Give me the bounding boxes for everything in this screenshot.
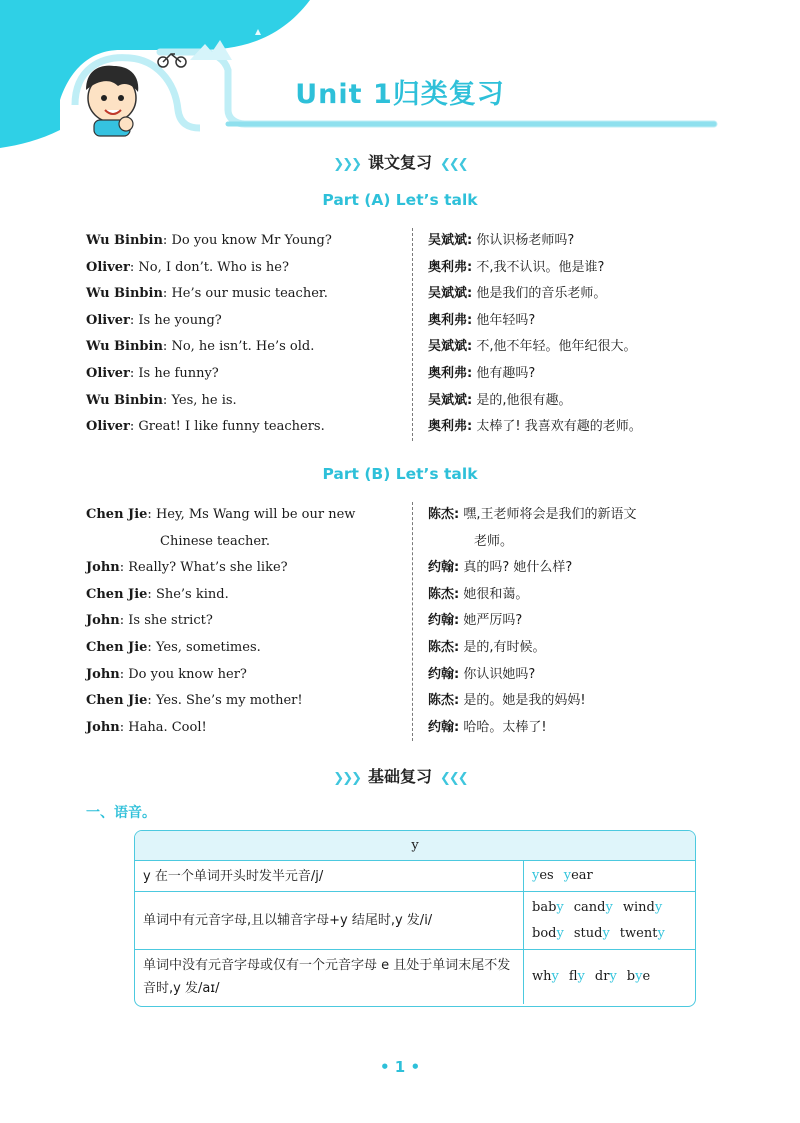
section-heading-basic-review xyxy=(0,764,800,787)
example-word xyxy=(532,863,554,889)
highlight-letter: y xyxy=(563,868,572,883)
section-heading-text-review xyxy=(0,150,800,173)
english-line: Haha. Cool! xyxy=(128,719,207,735)
dialog-line: John: Haha. Cool! 约翰: 哈哈。太棒了! xyxy=(86,719,547,735)
dialog-line: Chen Jie: Yes, sometimes. 陈杰: 是的,有时候。 xyxy=(86,639,546,655)
word-part: wh xyxy=(532,969,552,984)
highlight-letter: y xyxy=(609,969,617,984)
highlight-letter: y xyxy=(551,969,559,984)
english-line: She’s kind. xyxy=(155,586,229,602)
speaker-name: John xyxy=(86,666,120,682)
dashed-divider xyxy=(412,502,413,741)
part-b-dialog xyxy=(86,502,706,741)
example-word xyxy=(532,921,564,947)
right-arrows-icon: ❯❯❯ xyxy=(333,771,360,786)
rule-description: y 在一个单词开头时发半元音/j/ xyxy=(135,861,524,891)
chinese-line: 你认识杨老师吗? xyxy=(476,233,575,248)
english-line: Chinese teacher. xyxy=(160,533,270,549)
chinese-line: 嘿,王老师将会是我们的新语文 xyxy=(463,507,637,522)
example-line xyxy=(532,863,687,889)
question-label: 一、语音。 xyxy=(86,805,156,821)
english-line: Is he funny? xyxy=(138,365,219,381)
example-word xyxy=(627,964,650,990)
left-arrows-icon: ❮❮❮ xyxy=(440,771,467,786)
speaker-name-zh: 约翰: xyxy=(428,719,460,735)
example-word xyxy=(564,863,593,889)
part-a-heading: Part (A) Let’s talk xyxy=(322,191,478,209)
speaker-name-zh: 约翰: xyxy=(428,613,460,629)
page-number: • 1 • xyxy=(379,1058,421,1076)
section-title: 基础复习 xyxy=(367,767,432,786)
rule-description: 单词中没有元音字母或仅有一个元音字母 e 且处于单词末尾不发音时,y 发/aɪ/ xyxy=(135,950,524,1004)
highlight-letter: y xyxy=(635,969,643,984)
speaker-name: Chen Jie xyxy=(86,507,148,522)
highlight-letter: y xyxy=(577,969,585,984)
dialog-line-continued xyxy=(86,529,706,556)
chinese-line: 是的,有时候。 xyxy=(463,639,546,655)
rule-description: 单词中有元音字母,且以辅音字母+y 结尾时,y 发/i/ xyxy=(135,892,524,949)
speaker-name: Chen Jie xyxy=(86,693,148,709)
chinese-line: 不,他不年轻。他年纪很大。 xyxy=(476,339,637,355)
example-word xyxy=(595,964,617,990)
chinese-line: 太棒了! 我喜欢有趣的老师。 xyxy=(476,419,642,435)
word-part: bod xyxy=(532,925,557,941)
speaker-name: Chen Jie xyxy=(86,586,148,602)
example-word xyxy=(569,964,585,990)
example-words xyxy=(524,861,695,891)
speaker-name-zh: 陈杰: xyxy=(428,693,460,709)
chinese-line: 真的吗? 她什么样? xyxy=(463,560,573,576)
left-arrows-icon: ❮❮❮ xyxy=(440,157,467,172)
dashed-divider xyxy=(412,228,413,441)
speaker-name: John xyxy=(86,613,120,629)
english-line: Do you know Mr Young? xyxy=(171,233,332,248)
table-header: y xyxy=(135,831,695,861)
english-line: No, I don’t. Who is he? xyxy=(138,259,289,275)
word-part: es xyxy=(539,868,554,883)
speaker-name-zh: 吴斌斌: xyxy=(428,233,473,248)
dialog-line: John: Really? What’s she like? 约翰: 真的吗? 她什么样? xyxy=(86,560,573,576)
dialog-line: Wu Binbin: Do you know Mr Young? 吴斌斌: 你认识杨老师吗? xyxy=(86,233,575,248)
highlight-letter: y xyxy=(532,868,540,883)
dialog-line: John: Is she strict? 约翰: 她严厉吗? xyxy=(86,613,523,629)
speaker-name: Wu Binbin xyxy=(86,286,163,302)
table-row xyxy=(135,892,695,950)
word-part: e xyxy=(642,969,651,984)
example-word xyxy=(623,895,662,921)
speaker-name: John xyxy=(86,719,120,735)
english-line: Great! I like funny teachers. xyxy=(138,419,325,435)
bicycle-icon xyxy=(158,54,186,67)
chinese-line: 老师。 xyxy=(474,533,514,549)
speaker-name: Oliver xyxy=(86,312,130,328)
english-line: Is he young? xyxy=(138,312,222,328)
speaker-name-zh: 约翰: xyxy=(428,666,460,682)
example-line xyxy=(532,964,687,990)
chinese-line: 是的,他很有趣。 xyxy=(476,392,572,408)
highlight-letter: y xyxy=(556,899,564,915)
english-line: Really? What’s she like? xyxy=(128,560,288,576)
word-part: fl xyxy=(568,969,578,984)
example-word xyxy=(532,964,559,990)
dialog-line: Chen Jie: She’s kind. 陈杰: 她很和蔼。 xyxy=(86,586,529,602)
chinese-line: 她严厉吗? xyxy=(463,613,523,629)
english-line: Is she strict? xyxy=(128,613,213,629)
speaker-name-zh: 约翰: xyxy=(428,560,460,576)
speaker-name: Oliver xyxy=(86,419,130,435)
dialog-line: Oliver: Is he young? 奥利弗: 他年轻吗? xyxy=(86,312,536,328)
word-part: stud xyxy=(573,925,603,941)
speaker-name-zh: 奥利弗: xyxy=(428,419,473,435)
dialog-line: Oliver: No, I don’t. Who is he? 奥利弗: 不,我不认识。他是谁? xyxy=(86,259,605,275)
word-part: wind xyxy=(622,899,655,915)
word-part: dr xyxy=(594,969,610,984)
highlight-letter: y xyxy=(654,899,663,915)
part-b-heading: Part (B) Let’s talk xyxy=(322,465,478,483)
speaker-name-zh: 陈杰: xyxy=(428,639,460,655)
chinese-line: 哈哈。太棒了! xyxy=(463,719,547,735)
example-line xyxy=(532,895,687,921)
chinese-line: 他是我们的音乐老师。 xyxy=(476,286,607,302)
english-line: Yes, he is. xyxy=(171,392,237,408)
english-line: Hey, Ms Wang will be our new xyxy=(155,507,356,522)
section-title: 课文复习 xyxy=(367,153,432,172)
english-line: Yes. She’s my mother! xyxy=(155,693,303,709)
speaker-name: Oliver xyxy=(86,365,130,381)
page-title: Unit 1归类复习 xyxy=(295,79,505,110)
example-word xyxy=(574,895,613,921)
dialog-line: Wu Binbin: No, he isn’t. He’s old. 吴斌斌: 不,他不年轻。他年纪很大。 xyxy=(86,339,637,355)
example-word xyxy=(532,895,564,921)
speaker-name-zh: 吴斌斌: xyxy=(428,392,473,408)
dialog-line: Chen Jie: Hey, Ms Wang will be our new 陈杰: 嘿,王老师将会是我们的新语文 xyxy=(86,507,637,522)
highlight-letter: y xyxy=(602,925,610,941)
highlight-letter: y xyxy=(556,925,564,941)
chinese-line: 是的。她是我的妈妈! xyxy=(463,693,586,709)
example-line xyxy=(532,921,687,947)
phonics-table xyxy=(134,830,696,1007)
example-words xyxy=(524,950,695,1004)
table-row xyxy=(135,950,695,1004)
word-part: b xyxy=(626,969,636,984)
chinese-line: 她很和蔼。 xyxy=(463,586,529,602)
word-part: bab xyxy=(532,899,557,915)
speaker-name-zh: 吴斌斌: xyxy=(428,286,473,302)
chinese-line: 你认识她吗? xyxy=(463,666,536,682)
table-row xyxy=(135,861,695,892)
speaker-name-zh: 奥利弗: xyxy=(428,365,473,381)
speaker-name: Wu Binbin xyxy=(86,233,163,248)
dialog-line: Chen Jie: Yes. She’s my mother! 陈杰: 是的。她是我的妈妈! xyxy=(86,693,586,709)
speaker-name: John xyxy=(86,560,120,576)
english-line: He’s our music teacher. xyxy=(171,286,328,302)
speaker-name-zh: 陈杰: xyxy=(428,507,460,522)
part-a-dialog xyxy=(86,228,706,441)
highlight-letter: y xyxy=(657,925,665,941)
highlight-letter: y xyxy=(605,899,613,915)
english-line: No, he isn’t. He’s old. xyxy=(171,339,315,355)
word-part: twent xyxy=(619,925,658,941)
word-part: cand xyxy=(573,899,606,915)
dialog-line: Wu Binbin: He’s our music teacher. 吴斌斌: 他是我们的音乐老师。 xyxy=(86,286,607,302)
example-word xyxy=(574,921,610,947)
dialog-line: Oliver: Great! I like funny teachers. 奥利弗: 太棒了! 我喜欢有趣的老师。 xyxy=(86,419,642,435)
english-line: Yes, sometimes. xyxy=(155,639,261,655)
right-arrows-icon: ❯❯❯ xyxy=(333,157,360,172)
dialog-line: Wu Binbin: Yes, he is. 吴斌斌: 是的,他很有趣。 xyxy=(86,392,572,408)
chinese-line: 他年轻吗? xyxy=(476,312,536,328)
speaker-name: Chen Jie xyxy=(86,639,148,655)
speaker-name-zh: 吴斌斌: xyxy=(428,339,473,355)
speaker-name-zh: 陈杰: xyxy=(428,586,460,602)
example-words xyxy=(524,892,695,949)
speaker-name-zh: 奥利弗: xyxy=(428,312,473,328)
speaker-name: Wu Binbin xyxy=(86,339,163,355)
dialog-line: John: Do you know her? 约翰: 你认识她吗? xyxy=(86,666,536,682)
speaker-name: Wu Binbin xyxy=(86,392,163,408)
english-line: Do you know her? xyxy=(128,666,247,682)
chinese-line: 不,我不认识。他是谁? xyxy=(476,259,605,275)
example-word xyxy=(620,921,665,947)
speaker-name: Oliver xyxy=(86,259,130,275)
chinese-line: 他有趣吗? xyxy=(476,365,536,381)
dialog-line: Oliver: Is he funny? 奥利弗: 他有趣吗? xyxy=(86,365,536,381)
speaker-name-zh: 奥利弗: xyxy=(428,259,473,275)
word-part: ear xyxy=(571,868,593,883)
